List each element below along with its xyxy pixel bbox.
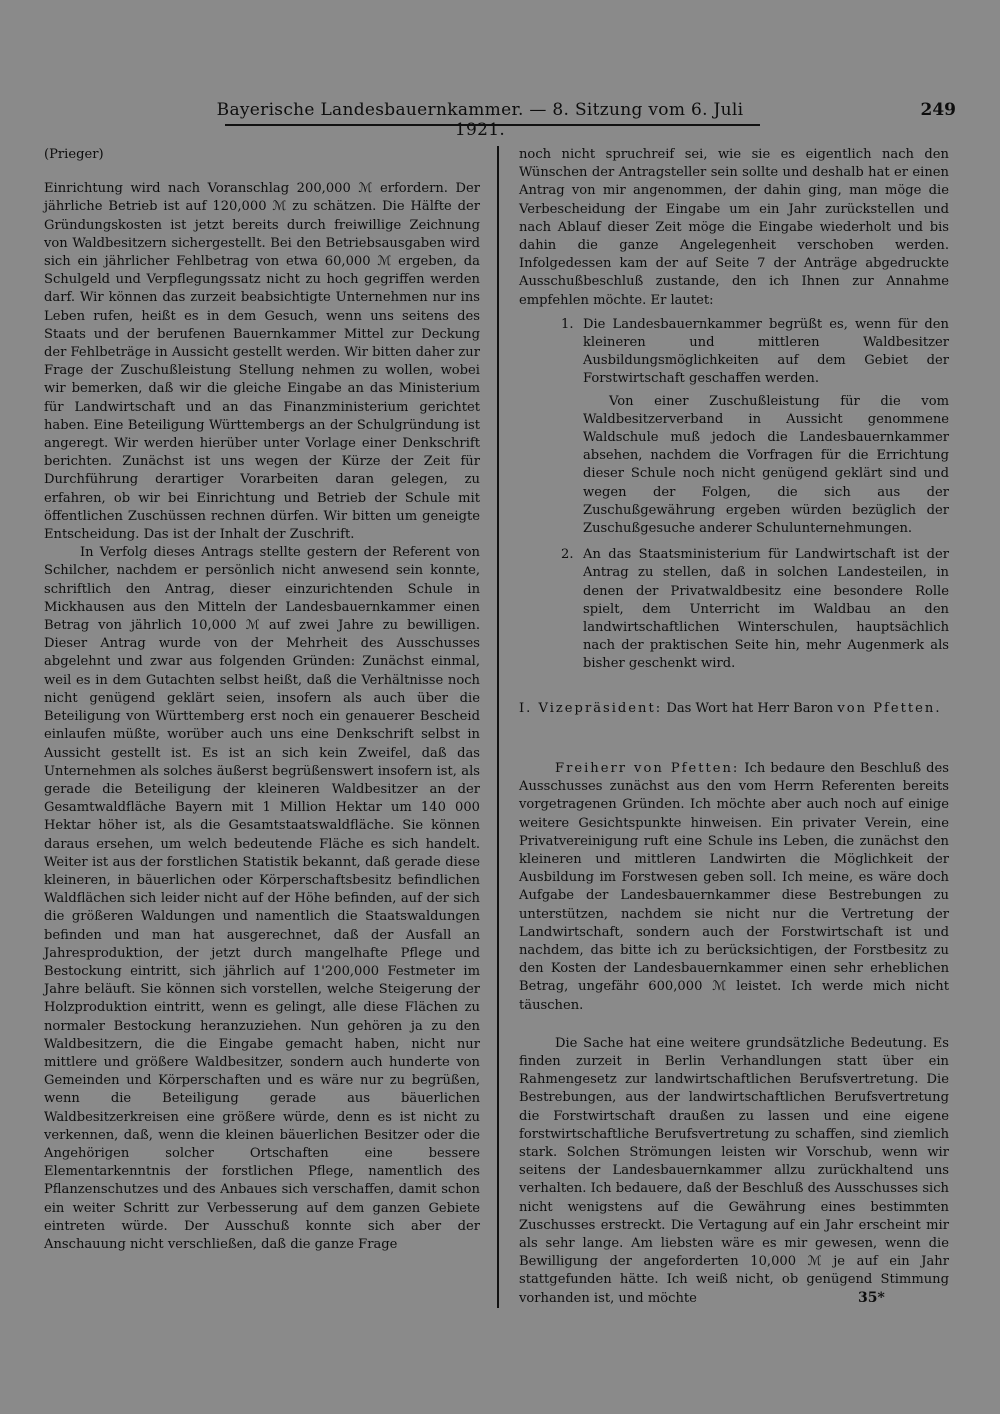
column-divider [497,146,499,1308]
motion-list [561,316,949,674]
speaker-name: Freiherr von Pfetten: [555,760,740,776]
list-text: Die Landesbauernkammer begrüßt es, wenn für den kleineren und mittleren Waldbesitzer Ausbildungsmöglichkeiten auf dem Gebiet der Forstwirtschaft geschaffen werden. [583,316,949,387]
paragraph: noch nicht spruchreif sei, wie sie es eigentlich nach den Wünschen der Antragsteller sein sollte und deshalb hat er einen Antrag von mir angenommen, der dahin ging, man möge die Verbescheidung der Eingabe um ein Jahr zurückstellen und nach Ablauf dieser Zeit möge die Eingabe wiederholt und bis dahin die ganze Angelegenheit verschoben werden. Infolgedessen kam der auf Seite 7 der Anträge abgedruckte Ausschußbeschluß zustande, den ich Ihnen zur Annahme empfehlen möchte. Er lautet: [519,147,949,308]
speech-pfetten [519,760,949,1015]
list-text: An das Staatsministerium für Landwirtschaft ist der Antrag zu stellen, daß in solchen Landesteilen, in denen der Privatwaldbesitz eine besondere Rolle spielt, dem Unterricht im Waldbau an den landwirtschaftlichen Winterschulen, hauptsächlich nach der praktischen Seite hin, mehr Augenmerk als bisher geschenkt wird. [583,547,949,672]
paragraph: Einrichtung wird nach Voranschlag 200,000 ℳ erfordern. Der jährliche Betrieb ist auf 120,000 ℳ zu schätzen. Die Hälfte der Gründungskosten ist jetzt bereits durch freiwillige Zeichnung von Waldbesitzern sichergestellt. Bei den Betriebsausgaben wird sich ein jährlicher Fehlbetrag von etwa 60,000 ℳ ergeben, da Schulgeld und Verpflegungssatz nicht zu hoch gegriffen werden darf. Wir können das zurzeit beabsichtigte Unternehmen nur ins Leben rufen, heißt es in dem Gesuch, wenn uns seitens des Staats und der berufenen Bauernkammer Mittel zur Deckung der Fehlbeträge in Aussicht gestellt werden. Wir bitten daher zur Frage der Zuschußleistung Stellung nehmen zu wollen, wobei wir bemerken, daß wir die gleiche Eingabe an das Ministerium für Landwirtschaft und an das Finanzministerium gerichtet haben. Eine Beteiligung Württembergs an der Schulgründung ist angeregt. Wir werden hierüber unter Vorlage einer Denkschrift berichten. Zunächst ist uns wegen der Kürze der Zeit für Durchführung derartiger Vorarbeiten daran gelegen, zu erfahren, ob wir bei Einrichtung und Betrieb der Schule mit öffentlichen Zuschüssen rechnen dürfen. Wir bitten um geneigte Entscheidung. Das ist der Inhalt der Zuschrift. [44,181,480,543]
signature-mark: 35* [858,1290,885,1306]
speaker-tag: (Prieger) [44,147,104,162]
speaker-name: von Pfetten. [837,700,942,716]
left-column [44,146,480,1254]
right-column [519,146,949,1308]
list-text: Von einer Zuschußleistung für die vom Waldbesitzerverband in Aussicht genommene Waldschule muß jedoch die Landesbauernkammer absehen, nachdem die Vorfragen für die Errichtung dieser Schule noch nicht genügend geklärt sind und wegen der Folgen, die sich aus der Zuschußgewährung ergeben würden bezüglich der Zuschußgesuche anderer Schulunternehmungen. [583,393,949,537]
paragraph: Die Sache hat eine weitere grundsätzliche Bedeutung. Es finden zurzeit in Berlin Verhandlungen statt über ein Rahmengesetz zur landwirtschaftlichen Berufsvertretung. Die Bestrebungen, aus der landwirtschaftlichen Berufsvertretung die Forstwirtschaft draußen zu lassen und eine eigene forstwirtschaftliche Berufsvertretung zu schaffen, sind ziemlich stark. Solchen Strömungen leisten wir Vorschub, wenn wir seitens der Landesbauernkammer allzu zurückhaltend uns verhalten. Ich bedauere, daß der Beschluß des Ausschusses sich nicht wenigstens auf die Gewährung eines bestimmten Zuschusses erstreckt. Die Vertagung auf ein Jahr erscheint mir als sehr lange. Am liebsten wäre es mir gewesen, wenn die Bewilligung der angeforderten 10,000 ℳ je auf ein Jahr stattgefunden hätte. Ich weiß nicht, ob genügend Stimmung vorhanden ist, und möchte [519,1035,949,1306]
speech-vice-president [519,700,949,718]
speech-text: Ich bedaure den Beschluß des Ausschusses zunächst aus den vom Herrn Referenten bereits vorgetragenen Gründen. Ich möchte aber auch noch auf einige weitere Gesichtspunkte hinweisen. Ein privater Verein, eine Privatvereinigung ruft eine Schule ins Leben, die zunächst den kleineren und mittleren Landwirten die Möglichkeit der Ausbildung im Forstwesen geben soll. Ich meine, es wäre doch Aufgabe der Landesbauernkammer diese Bestrebungen zu unterstützen, nachdem sie nicht nur die Vertretung der Landwirtschaft, sondern auch der Forstwirtschaft ist und nachdem, das bitte ich zu berücksichtigen, der Forstbesitz zu den Kosten der Landesbauernkammer einen sehr erheblichen Betrag, ungefähr 600,000 ℳ leistet. Ich werde mich nicht täuschen. [519,760,949,1013]
running-title: Bayerische Landesbauernkammer. — 8. Sitzung vom 6. Juli 1921. [216,100,744,140]
speech-text: Das Wort hat Herr Baron [666,700,834,716]
list-number: 1. [561,316,574,332]
header-rule [225,124,760,126]
page-number: 249 [920,100,956,120]
list-number: 2. [561,547,574,563]
list-item [561,546,949,673]
paragraph: In Verfolg dieses Antrags stellte gestern der Referent von Schilcher, nachdem er persönlich nicht anwesend sein konnte, schriftlich den Antrag, dieser einzurichtenden Schule in Mickhausen aus den Mitteln der Landesbauernkammer einen Betrag von jährlich 10,000 ℳ auf zwei Jahre zu bewilligen. Dieser Antrag wurde von der Mehrheit des Ausschusses abgelehnt und zwar aus folgenden Gründen: Zunächst einmal, weil es in dem Gutachten selbst heißt, daß die Verhältnisse noch nicht genügend geklärt seien, insofern als auch über die Beteiligung von Württemberg erst noch ein genauerer Bescheid einlaufen müßte, worüber auch uns eine Denkschrift selbst in Aussicht gestellt ist. Es ist an sich kein Zweifel, daß das Unternehmen als solches äußerst begrüßenswert insofern ist, als gerade die Beteiligung der kleineren Waldbesitzer an der Gesamtwaldfläche Bayern mit 1 Million Hektar um 140 000 Hektar höher ist, als die Gesamtstaatswaldfläche. Sie können daraus ersehen, um welch bedeutende Fläche es sich handelt. Weiter ist aus der forstlichen Statistik bekannt, daß gerade diese kleineren, in bäuerlichen oder Körperschaftsbesitz befindlichen Waldflächen sich leider nicht auf der Höhe befinden, auf der sich die größeren Waldungen und namentlich die Staatswaldungen befinden und man hat ausgerechnet, daß der Ausfall an Jahresproduktion, der jetzt durch mangelhafte Pflege und Bestockung eintritt, sich jährlich auf 1'200,000 Festmeter im Jahre beläuft. Sie können sich vorstellen, welche Steigerung der Holzproduktion eintritt, wenn es gelingt, alle diese Flächen zu normaler Bestockung heranzuziehen. Nun gehören ja zu den Waldbesitzern, die die Eingabe gemacht haben, nicht nur mittlere und größere Waldbesitzer, sondern auch hunderte von Gemeinden und Körperschaften und es wäre nur zu begrüßen, wenn die Beteiligung gerade aus bäuerlichen Waldbesitzerkreisen eine größere würde, denn es ist nicht zu verkennen, daß, wenn die kleinen bäuerlichen Besitzer oder die Angehörigen solcher Ortschaften eine bessere Elementarkenntnis der forstlichen Pflege, namentlich des Pflanzenschutzes und des Anbaues sich verschaffen, damit schon ein weiter Schritt zur Verbesserung auf dem ganzen Gebiete eintreten würde. Der Ausschuß konnte sich aber der Anschauung nicht verschließen, daß die ganze Frage [44,545,480,1252]
list-item [561,316,949,538]
speaker-name: I. Vizepräsident: [519,700,663,716]
